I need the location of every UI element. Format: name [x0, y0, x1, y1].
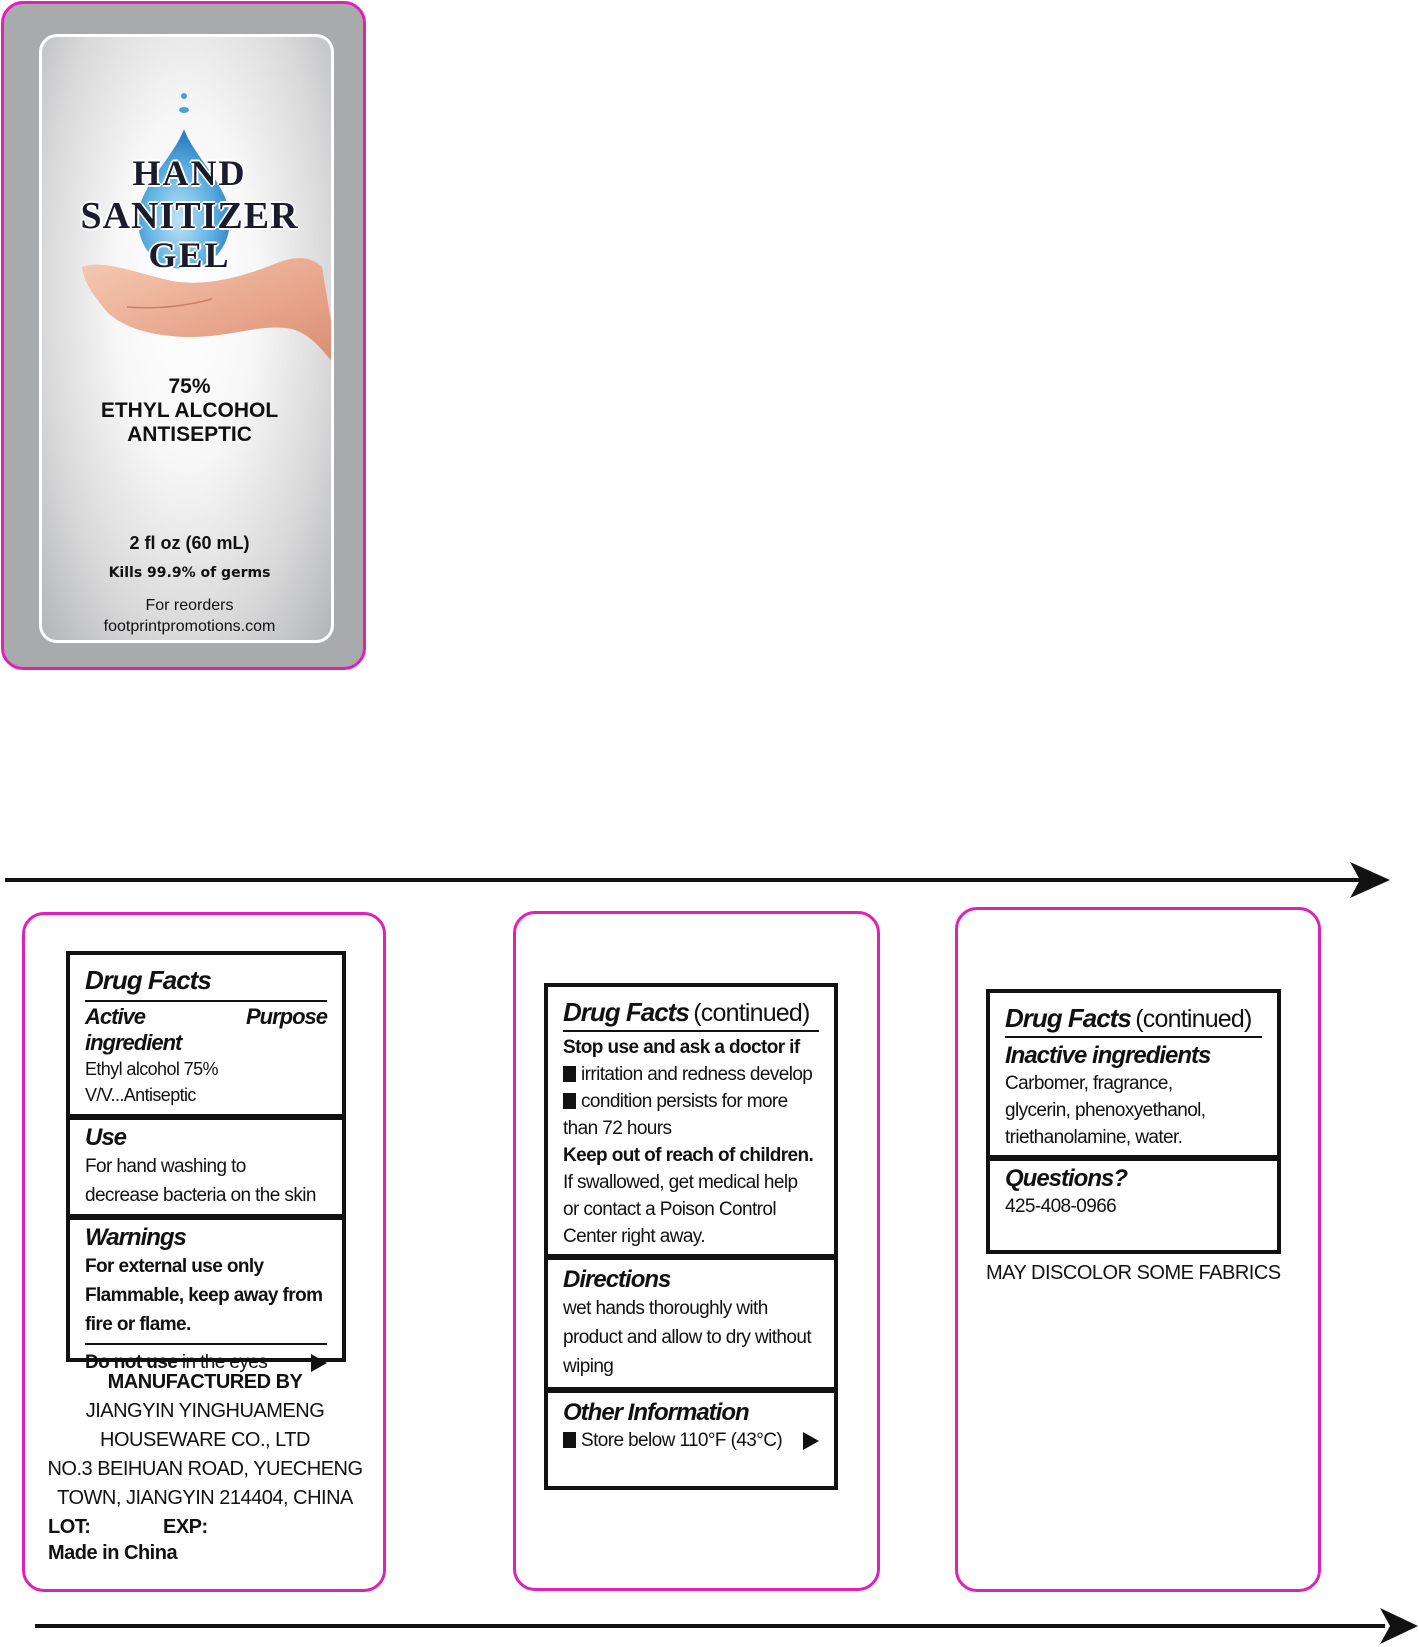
swallow-line-2: or contact a Poison Control	[563, 1199, 776, 1220]
directions-line-1: wet hands thoroughly with	[563, 1298, 768, 1319]
phone-number: 425-408-0966	[1005, 1196, 1117, 1217]
active-ingredient-name: ETHYL ALCOHOL	[100, 399, 279, 422]
manufacturer-address-line2: TOWN, JIANGYIN 214404, CHINA	[57, 1487, 353, 1509]
product-category: ANTISEPTIC	[127, 423, 252, 446]
inactive-line-3: triethanolamine, water.	[1005, 1127, 1183, 1148]
questions-header: Questions?	[1005, 1165, 1128, 1192]
storage-item: Store below 110°F (43°C)	[563, 1427, 782, 1454]
manufacturer-name-line1: JIANGYIN YINGHUAMENG	[85, 1400, 325, 1422]
active-ingredient-row: Ethyl alcohol 75% V/V...Antiseptic	[85, 1059, 218, 1105]
directions-line-2: product and allow to dry without	[563, 1327, 812, 1348]
other-information-header: Other Information	[563, 1399, 749, 1426]
drug-facts-title: Drug Facts	[1005, 1003, 1131, 1033]
continued-label: (continued)	[1135, 1005, 1252, 1033]
active-ingredient-header: Active ingredient	[85, 1004, 182, 1055]
continued-label: (continued)	[693, 999, 810, 1027]
brand-title-line2: SANITIZER	[80, 195, 299, 237]
use-line-1: For hand washing to	[85, 1156, 246, 1177]
drug-facts-box-3	[986, 989, 1281, 1254]
small-drop-icon	[181, 93, 187, 99]
stop-use-header: Stop use and ask a doctor if	[563, 1037, 800, 1058]
fabric-warning: MAY DISCOLOR SOME FABRICS	[986, 1262, 1281, 1284]
lot-label: LOT:	[48, 1516, 91, 1538]
manufacturer-address-line1: NO.3 BEIHUAN ROAD, YUECHENG	[47, 1458, 363, 1480]
exp-label: EXP:	[163, 1516, 208, 1538]
front-label	[1, 1, 366, 670]
swallow-line-1: If swallowed, get medical help	[563, 1172, 798, 1193]
direction-arrow-top	[0, 860, 1419, 900]
do-not-use-text: Do not use in the eyes	[85, 1352, 268, 1373]
inactive-line-1: Carbomer, fragrance,	[1005, 1073, 1173, 1094]
net-contents: 2 fl oz (60 mL)	[129, 533, 250, 553]
directions-line-3: wiping	[563, 1356, 614, 1377]
brand-title-line1: HAND	[132, 153, 247, 193]
stop-use-item-2: condition persists for more	[563, 1088, 819, 1115]
manufacturer-name-line2: HOUSEWARE CO., LTD	[100, 1429, 310, 1451]
alcohol-percent: 75%	[168, 375, 211, 398]
inactive-line-2: glycerin, phenoxyethanol,	[1005, 1100, 1206, 1121]
bullet-square-icon	[563, 1432, 576, 1448]
manufacturer-header: MANUFACTURED BY	[107, 1371, 303, 1393]
brand-title-line3: GEL	[148, 235, 231, 275]
warning-flammable-line1: Flammable, keep away from	[85, 1285, 323, 1306]
direction-arrow-bottom	[0, 1606, 1419, 1646]
purpose-header: Purpose	[245, 1004, 327, 1029]
small-drop-icon	[179, 107, 189, 113]
bullet-square-icon	[563, 1066, 576, 1082]
inactive-ingredients-header: Inactive ingredients	[1005, 1042, 1211, 1069]
keep-out-of-reach: Keep out of reach of children.	[563, 1145, 814, 1166]
reorder-text: For reorders	[145, 597, 234, 614]
continue-arrow-icon	[803, 1432, 819, 1450]
front-label-inner	[39, 34, 334, 643]
warnings-header: Warnings	[85, 1224, 186, 1251]
swallow-line-3: Center right away.	[563, 1226, 705, 1247]
drug-facts-box-2	[544, 983, 838, 1490]
made-in-china: Made in China	[48, 1542, 178, 1564]
bullet-square-icon	[563, 1093, 576, 1109]
stop-use-item-1: irritation and redness develop	[563, 1061, 819, 1088]
directions-header: Directions	[563, 1266, 671, 1293]
stop-use-item-2-cont: than 72 hours	[563, 1118, 672, 1139]
drug-facts-title: Drug Facts	[85, 965, 211, 995]
drug-facts-box-1	[66, 951, 346, 1373]
drug-facts-title: Drug Facts	[563, 997, 689, 1027]
reorder-website: footprintpromotions.com	[103, 618, 276, 635]
use-line-2: decrease bacteria on the skin	[85, 1185, 316, 1206]
warning-flammable-line2: fire or flame.	[85, 1314, 191, 1335]
efficacy-claim: Kills 99.9% of germs	[108, 565, 271, 581]
use-header: Use	[85, 1124, 127, 1151]
warning-external-use: For external use only	[85, 1256, 264, 1277]
